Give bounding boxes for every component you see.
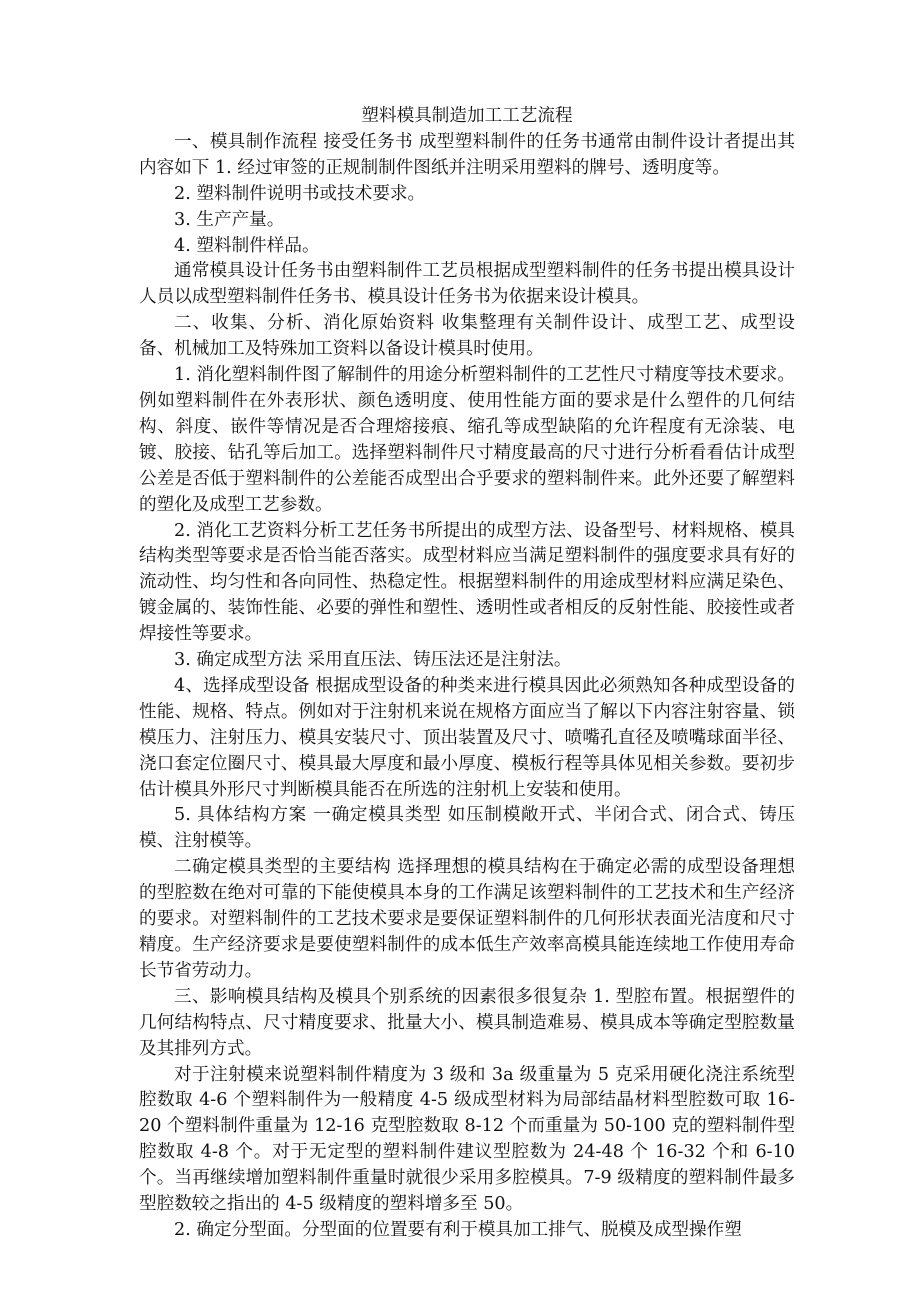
paragraph-11: 5. 具体结构方案 一确定模具类型 如压制模敞开式、半闭合式、闭合式、铸压模、注射模等。 (139, 805, 795, 852)
paragraph-5: 通常模具设计任务书由塑料制件工艺员根据成型塑料制件的任务书提出模具设计人员以成型塑料制件任务书、模具设计任务书为依据来设计模具。 (139, 261, 795, 308)
paragraph-1: 一、模具制作流程 接受任务书 成型塑料制件的任务书通常由制件设计者提出其内容如下 1. 经过审签的正规制制件图纸并注明采用塑料的牌号、透明度等。 (139, 131, 795, 178)
paragraph-8: 2. 消化工艺资料分析工艺任务书所提出的成型方法、设备型号、材料规格、模具结构类型等要求是否恰当能否落实。成型材料应当满足塑料制件的强度要求具有好的流动性、均匀性和各向同性、热稳定性。根据塑料制件的用途成型材料应满足染色、镀金属的、装饰性能、必要的弹性和塑性、透明性或者相反的反射性能、胶接性或者焊接性等要求。 (139, 520, 795, 645)
paragraph-15: 2. 确定分型面。分型面的位置要有利于模具加工排气、脱模及成型操作塑 (174, 1219, 742, 1240)
paragraph-2: 2. 塑料制件说明书或技术要求。 (174, 183, 426, 204)
paragraph-12: 二确定模具类型的主要结构 选择理想的模具结构在于确定必需的成型设备理想的型腔数在绝对可靠的下能使模具本身的工作满足该塑料制件的工艺技术和生产经济的要求。对塑料制件的工艺技术要求是要保证塑料制件的几何形状表面光洁度和尺寸精度。生产经济要求是要使塑料制件的成本低生产效率高模具能连续地工作使用寿命长节省劳动力。 (139, 857, 795, 981)
document-page (139, 104, 795, 1244)
paragraph-10: 4、选择成型设备 根据成型设备的种类来进行模具因此必须熟知各种成型设备的性能、规格、特点。例如对于注射机来说在规格方面应当了解以下内容注射容量、锁模压力、注射压力、模具安装尺寸、顶出装置及尺寸、喷嘴孔直径及喷嘴球面半径、浇口套定位圈尺寸、模具最大厚度和最小厚度、模板行程等具体见相关参数。要初步估计模具外形尺寸判断模具能否在所选的注射机上安装和使用。 (139, 675, 795, 800)
document-title: 塑料模具制造加工工艺流程 (361, 106, 573, 126)
paragraph-6: 二、收集、分析、消化原始资料 收集整理有关制件设计、成型工艺、成型设备、机械加工及特殊加工资料以备设计模具时使用。 (139, 313, 795, 360)
paragraph-13: 三、影响模具结构及模具个别系统的因素很多很复杂 1. 型腔布置。根据塑件的几何结构特点、尺寸精度要求、批量大小、模具制造难易、模具成本等确定型腔数量及其排列方式。 (139, 986, 795, 1059)
paragraph-14: 对于注射模来说塑料制件精度为 3 级和 3a 级重量为 5 克采用硬化浇注系统型腔数取 4-6 个塑料制件为一般精度 4-5 级成型材料为局部结晶材料型腔数可取 16-20 个塑料制件重量为 12-16 克型腔数取 8-12 个而重量为 50-100 克的塑料制件型腔数取 4-8 个。对于无定型的塑料制件建议型腔数为 24-48 个 16-32 个和 6-10 个。当再继续增加塑料制件重量时就很少采用多腔模具。7-9 级精度的塑料制件最多型腔数较之指出的 4-5 级精度的塑料增多至 50。 (139, 1064, 795, 1215)
paragraph-4: 4. 塑料制件样品。 (174, 235, 320, 256)
paragraph-3: 3. 生产产量。 (174, 209, 285, 230)
paragraph-7: 1. 消化塑料制件图了解制件的用途分析塑料制件的工艺性尺寸精度等技术要求。例如塑料制件在外表形状、颜色透明度、使用性能方面的要求是什么塑件的几何结构、斜度、嵌件等情况是否合理熔接痕、缩孔等成型缺陷的允许程度有无涂装、电镀、胶接、钻孔等后加工。选择塑料制件尺寸精度最高的尺寸进行分析看看估计成型公差是否低于塑料制件的公差能否成型出合乎要求的塑料制件来。此外还要了解塑料的塑化及成型工艺参数。 (139, 365, 795, 515)
paragraph-9: 3. 确定成型方法 采用直压法、铸压法还是注射法。 (174, 650, 572, 671)
